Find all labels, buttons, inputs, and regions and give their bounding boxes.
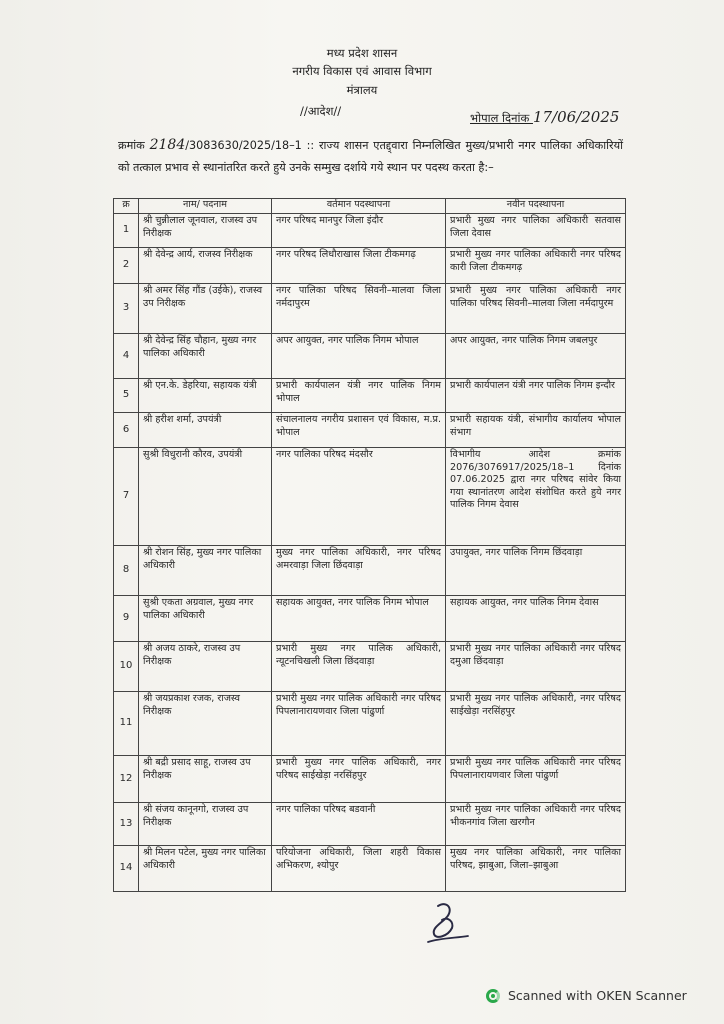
current-posting-cell: संचालनालय नगरीय प्रशासन एवं विकास, म.प्र. भोपाल [272,413,446,448]
table-row [114,846,626,892]
header-serial: क्र [114,199,139,214]
table-row [114,596,626,642]
transfer-table [113,198,626,892]
name-cell: श्री अमर सिंह गौंड (उईके), राजस्व उप निरीक्षक [139,284,272,334]
current-posting-cell: प्रभारी कार्यपालन यंत्री नगर पालिक निगम भोपाल [272,379,446,413]
serial-cell: 1 [114,214,139,248]
new-posting-cell: प्रभारी मुख्य नगर पालिका अधिकारी सतवास जिला देवास [446,214,626,248]
serial-cell: 12 [114,756,139,803]
current-posting-cell: सहायक आयुक्त, नगर पालिक निगम भोपाल [272,596,446,642]
signature-mark [418,898,478,948]
header-new-posting: नवीन पदस्थापना [446,199,626,214]
serial-cell: 3 [114,284,139,334]
header-name: नाम/ पदनाम [139,199,272,214]
current-posting-cell: प्रभारी मुख्य नगर पालिक अधिकारी, नगर परिषद साईखेड़ा नरसिंहपुर [272,756,446,803]
table-row [114,448,626,546]
new-posting-cell: प्रभारी कार्यपालन यंत्री नगर पालिक निगम इन्दौर [446,379,626,413]
reference-text: /3083630/2025/18–1 :: राज्य शासन एतद्द्वारा निम्नलिखित मुख्य/प्रभारी नगर पालिका अधिकारियों को तत्काल प्रभाव से स्थानांतरित करते हुये उनके सम्मुख दर्शाये गये स्थान पर पदस्थ करता है:– [118,139,624,174]
table-row [114,803,626,846]
current-posting-cell: नगर पालिका परिषद मंदसौर [272,448,446,546]
current-posting-cell: नगर पालिका परिषद बडवानी [272,803,446,846]
name-cell: श्री एन.के. डेहरिया, सहायक यंत्री [139,379,272,413]
serial-cell: 9 [114,596,139,642]
serial-cell: 14 [114,846,139,892]
current-posting-cell: प्रभारी मुख्य नगर पालिक अधिकारी, न्यूटनचिखली जिला छिंदवाड़ा [272,642,446,692]
table-row [114,692,626,756]
current-posting-cell: नगर पालिका परिषद सिवनी–मालवा जिला नर्मदापुरम [272,284,446,334]
serial-cell: 11 [114,692,139,756]
name-cell: श्री हरीश शर्मा, उपयंत्री [139,413,272,448]
header-current-posting: वर्तमान पदस्थापना [272,199,446,214]
scanner-watermark [486,988,687,1003]
new-posting-cell: प्रभारी सहायक यंत्री, संभागीय कार्यालय भोपाल संभाग [446,413,626,448]
new-posting-cell: मुख्य नगर पालिका अधिकारी, नगर पालिका परिषद, झाबुआ, जिला–झाबुआ [446,846,626,892]
new-posting-cell: प्रभारी मुख्य नगर पालिक अधिकारी नगर परिषद पिपलानारायणवार जिला पांढुर्णा [446,756,626,803]
name-cell: श्री अजय ठाकरे, राजस्व उप निरीक्षक [139,642,272,692]
table-row [114,248,626,284]
new-posting-cell: प्रभारी मुख्य नगर पालिका अधिकारी नगर परिषद कारी जिला टीकमगढ़ [446,248,626,284]
serial-cell: 10 [114,642,139,692]
header-government: मध्य प्रदेश शासन [326,46,398,60]
name-cell: सुश्री विधुरानी कौरव, उपयंत्री [139,448,272,546]
table-row [114,756,626,803]
new-posting-cell: विभागीय आदेश क्रमांक 2076/3076917/2025/18–1 दिनांक 07.06.2025 द्वारा नगर परिषद सांवेर किया गया स्थानांतरण आदेश संशोधित करते हुये नगर पालिक निगम देवास [446,448,626,546]
current-posting-cell: परियोजना अधिकारी, जिला शहरी विकास अभिकरण, श्योपुर [272,846,446,892]
serial-cell: 7 [114,448,139,546]
serial-cell: 5 [114,379,139,413]
current-posting-cell: नगर परिषद मानपुर जिला इंदौर [272,214,446,248]
name-cell: श्री रोशन सिंह, मुख्य नगर पालिका अधिकारी [139,546,272,596]
table-row [114,284,626,334]
current-posting-cell: नगर परिषद लिधौराखास जिला टीकमगढ़ [272,248,446,284]
table-row [114,379,626,413]
name-cell: श्री चुन्नीलाल जूनवाल, राजस्व उप निरीक्षक [139,214,272,248]
current-posting-cell: अपर आयुक्त, नगर पालिक निगम भोपाल [272,334,446,379]
table-row [114,334,626,379]
new-posting-cell: उपायुक्त, नगर पालिक निगम छिंदवाड़ा [446,546,626,596]
serial-cell: 2 [114,248,139,284]
new-posting-cell: प्रभारी मुख्य नगर पालिका अधिकारी नगर परिषद भीकनगांव जिला खरगौन [446,803,626,846]
reference-paragraph [118,134,623,179]
order-label: //आदेश// [300,104,342,118]
new-posting-cell: प्रभारी मुख्य नगर पालिका अधिकारी नगर परिषद दमुआ छिंदवाड़ा [446,642,626,692]
table-header-row [114,199,626,214]
scanner-label: Scanned with OKEN Scanner [508,988,687,1003]
new-posting-cell: प्रभारी मुख्य नगर पालिक अधिकारी, नगर परिषद साईखेड़ा नरसिंहपुर [446,692,626,756]
new-posting-cell: सहायक आयुक्त, नगर पालिक निगम देवास [446,596,626,642]
serial-cell: 8 [114,546,139,596]
date-label: भोपाल दिनांक [470,111,533,125]
name-cell: श्री जयप्रकाश रजक, राजस्व निरीक्षक [139,692,272,756]
handwritten-order-number: 2184 [149,137,186,153]
name-cell: श्री देवेन्द्र आर्य, राजस्व निरीक्षक [139,248,272,284]
date-value: 17/06/2025 [532,108,620,126]
serial-cell: 13 [114,803,139,846]
name-cell: श्री मिलन पटेल, मुख्य नगर पालिका अधिकारी [139,846,272,892]
serial-cell: 6 [114,413,139,448]
reference-prefix: क्रमांक [118,139,145,152]
name-cell: श्री देवेन्द्र सिंह चौहान, मुख्य नगर पालिका अधिकारी [139,334,272,379]
new-posting-cell: अपर आयुक्त, नगर पालिक निगम जबलपुर [446,334,626,379]
current-posting-cell: प्रभारी मुख्य नगर पालिक अधिकारी नगर परिषद पिपलानारायणवार जिला पांढुर्णा [272,692,446,756]
new-posting-cell: प्रभारी मुख्य नगर पालिका अधिकारी नगर पालिका परिषद सिवनी–मालवा जिला नर्मदापुरम [446,284,626,334]
header-department: नगरीय विकास एवं आवास विभाग [292,64,432,78]
serial-cell: 4 [114,334,139,379]
table-row [114,642,626,692]
scanner-logo-icon [486,989,500,1003]
current-posting-cell: मुख्य नगर पालिका अधिकारी, नगर परिषद अमरवाड़ा जिला छिंदवाड़ा [272,546,446,596]
table-row [114,214,626,248]
name-cell: श्री संजय कानूनगो, राजस्व उप निरीक्षक [139,803,272,846]
name-cell: श्री बद्री प्रसाद साहू, राजस्व उप निरीक्षक [139,756,272,803]
table-row [114,546,626,596]
name-cell: सुश्री एकता अग्रवाल, मुख्य नगर पालिका अधिकारी [139,596,272,642]
header-ministry: मंत्रालय [346,83,378,97]
table-row [114,413,626,448]
order-date [470,108,619,126]
